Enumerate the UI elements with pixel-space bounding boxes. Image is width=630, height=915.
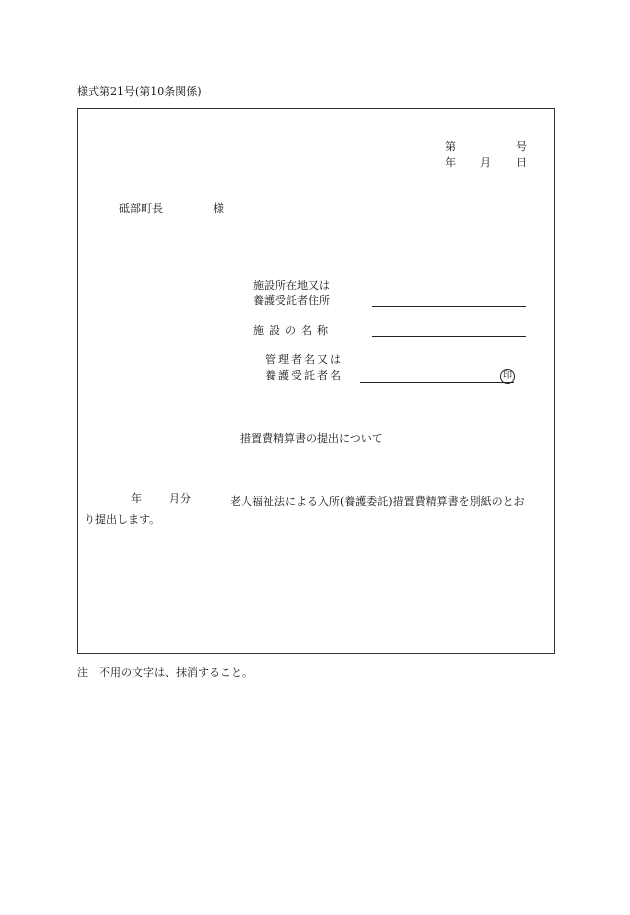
addressee-name: 砥部町長 [119, 202, 163, 215]
address-underline [372, 306, 526, 307]
number-label-dai: 第 [445, 140, 456, 153]
document-title: 措置費精算書の提出について [240, 432, 383, 445]
facility-name-underline [372, 336, 526, 337]
body-month-label: 月分 [169, 492, 191, 505]
date-year-label: 年 [445, 156, 456, 169]
manager-name-underline [360, 382, 514, 383]
form-number: 様式第21号(第10条関係) [77, 85, 202, 98]
addressee-honorific: 様 [213, 202, 224, 215]
number-label-gou: 号 [516, 140, 527, 153]
address-label-line2: 養護受託者住所 [253, 294, 330, 307]
body-text-line2: り提出します。 [84, 513, 161, 526]
seal-mark: 印 [500, 369, 515, 384]
date-day-label: 日 [516, 156, 527, 169]
body-year-label: 年 [131, 492, 142, 505]
footnote: 注 不用の文字は、抹消すること。 [77, 666, 253, 679]
address-label-line1: 施設所在地又は [253, 279, 330, 292]
manager-label-line2: 養護受託者名 [265, 369, 343, 382]
body-text [84, 493, 550, 529]
facility-name-label: 施設の名称 [253, 324, 333, 337]
body-text-line1: 老人福祉法による入所(養護委託)措置費精算書を別紙のとお [230, 495, 525, 508]
date-month-label: 月 [480, 156, 491, 169]
manager-label-line1: 管理者名又は [265, 353, 343, 366]
